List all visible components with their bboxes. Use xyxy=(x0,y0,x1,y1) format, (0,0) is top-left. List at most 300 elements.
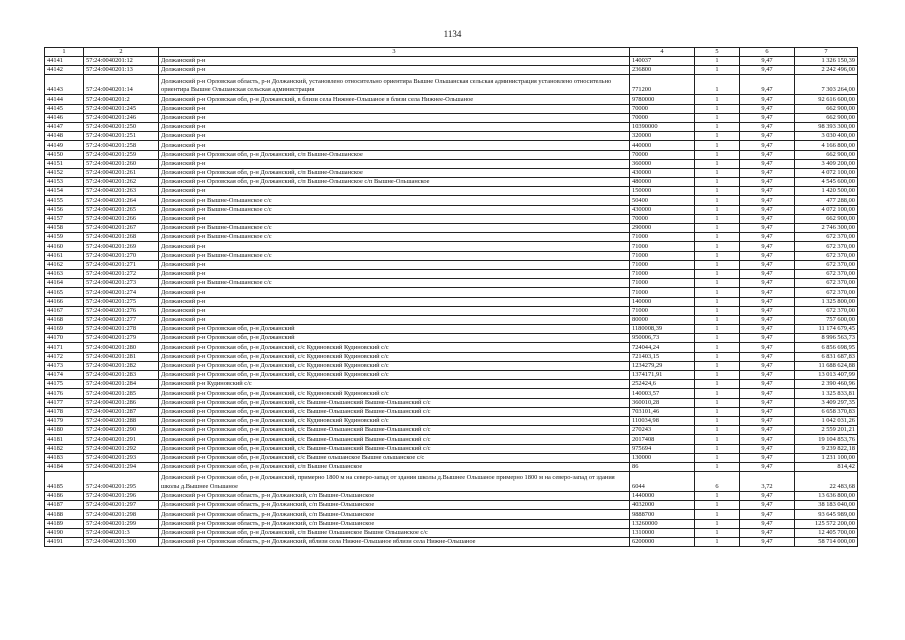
group: 1 xyxy=(695,242,740,251)
row-index: 44149 xyxy=(45,141,84,150)
row-index: 44191 xyxy=(45,538,84,547)
row-index: 44167 xyxy=(45,306,84,315)
row-index: 44170 xyxy=(45,334,84,343)
location: Должанский р-н Орловская обл, р-н Должанский, с/с Вышне-Ольшанский Вышне-Ольшанский с/с xyxy=(159,435,630,444)
area: 430000 xyxy=(630,168,695,177)
area: 252424,6 xyxy=(630,380,695,389)
group: 1 xyxy=(695,75,740,95)
rate: 9,47 xyxy=(740,389,795,398)
table-row xyxy=(45,453,858,462)
cadastral-number: 57:24:0040201:274 xyxy=(84,288,159,297)
area: 1180008,39 xyxy=(630,325,695,334)
row-index: 44154 xyxy=(45,187,84,196)
cadastral-number: 57:24:0040201:278 xyxy=(84,325,159,334)
rate: 9,47 xyxy=(740,492,795,501)
table-row xyxy=(45,398,858,407)
rate: 9,47 xyxy=(740,325,795,334)
area: 71000 xyxy=(630,260,695,269)
group: 1 xyxy=(695,380,740,389)
table-row xyxy=(45,325,858,334)
row-index: 44177 xyxy=(45,398,84,407)
area: 80000 xyxy=(630,315,695,324)
table-row xyxy=(45,269,858,278)
rate: 9,47 xyxy=(740,159,795,168)
row-index: 44184 xyxy=(45,462,84,471)
cadastral-value: 477 288,00 xyxy=(795,196,858,205)
cadastral-number: 57:24:0040201:280 xyxy=(84,343,159,352)
group: 1 xyxy=(695,389,740,398)
rate: 9,47 xyxy=(740,214,795,223)
table-row xyxy=(45,371,858,380)
group: 1 xyxy=(695,132,740,141)
group: 1 xyxy=(695,297,740,306)
table-row xyxy=(45,315,858,324)
cadastral-value: 672 370,00 xyxy=(795,251,858,260)
area: 71000 xyxy=(630,279,695,288)
table-row xyxy=(45,279,858,288)
location: Должанский р-н Орловская обл, р-н Должанский xyxy=(159,325,630,334)
cadastral-number: 57:24:0040201:287 xyxy=(84,407,159,416)
row-index: 44189 xyxy=(45,519,84,528)
location: Должанский р-н xyxy=(159,297,630,306)
row-index: 44144 xyxy=(45,95,84,104)
row-index: 44168 xyxy=(45,315,84,324)
cadastral-number: 57:24:0040201:14 xyxy=(84,75,159,95)
table-row xyxy=(45,196,858,205)
cadastral-value: 12 405 700,00 xyxy=(795,528,858,537)
rate: 9,47 xyxy=(740,196,795,205)
rate: 9,47 xyxy=(740,435,795,444)
location: Должанский р-н xyxy=(159,214,630,223)
rate: 9,47 xyxy=(740,361,795,370)
cadastral-value: 4 072 100,00 xyxy=(795,205,858,214)
area: 50400 xyxy=(630,196,695,205)
cadastral-number: 57:24:0040201:276 xyxy=(84,306,159,315)
location: Должанский р-н xyxy=(159,242,630,251)
cadastral-number: 57:24:0040201:299 xyxy=(84,519,159,528)
area: 130000 xyxy=(630,453,695,462)
table-row xyxy=(45,501,858,510)
area: 1374171,91 xyxy=(630,371,695,380)
group: 1 xyxy=(695,325,740,334)
cadastral-number: 57:24:0040201:245 xyxy=(84,104,159,113)
row-index: 44160 xyxy=(45,242,84,251)
rate: 9,47 xyxy=(740,380,795,389)
row-index: 44169 xyxy=(45,325,84,334)
rate: 9,47 xyxy=(740,233,795,242)
location: Должанский р-н Орловская обл, р-н Должанский, с/с Кудиновский Кудиновский с/с xyxy=(159,371,630,380)
area: 9888700 xyxy=(630,510,695,519)
cadastral-number: 57:24:0040201:285 xyxy=(84,389,159,398)
group: 1 xyxy=(695,519,740,528)
location: Должанский р-н Вышне-Ольшанское с/с xyxy=(159,196,630,205)
group: 1 xyxy=(695,315,740,324)
table-row xyxy=(45,416,858,425)
cadastral-value: 125 572 200,00 xyxy=(795,519,858,528)
cadastral-number: 57:24:0040201:284 xyxy=(84,380,159,389)
cadastral-number: 57:24:0040201:300 xyxy=(84,538,159,547)
group: 1 xyxy=(695,251,740,260)
cadastral-value: 3 409 200,00 xyxy=(795,159,858,168)
row-index: 44153 xyxy=(45,178,84,187)
rate: 9,47 xyxy=(740,205,795,214)
cadastral-number: 57:24:0040201:12 xyxy=(84,57,159,66)
group: 1 xyxy=(695,528,740,537)
rate: 9,47 xyxy=(740,279,795,288)
table-row xyxy=(45,380,858,389)
location: Должанский р-н xyxy=(159,260,630,269)
area: 70000 xyxy=(630,104,695,113)
rate: 3,72 xyxy=(740,472,795,492)
cadastral-number: 57:24:0040201:259 xyxy=(84,150,159,159)
area: 480000 xyxy=(630,178,695,187)
location: Должанский р-н Орловская область, р-н Должанский, вблизи села Нижне-Ольшаное вблизи села Нижне-Ольшаное xyxy=(159,538,630,547)
group: 1 xyxy=(695,224,740,233)
column-number: 2 xyxy=(84,48,159,57)
group: 1 xyxy=(695,233,740,242)
rate: 9,47 xyxy=(740,122,795,131)
rate: 9,47 xyxy=(740,141,795,150)
cadastral-value: 3 409 297,35 xyxy=(795,398,858,407)
rate: 9,47 xyxy=(740,426,795,435)
row-index: 44162 xyxy=(45,260,84,269)
table-row xyxy=(45,132,858,141)
area: 70000 xyxy=(630,150,695,159)
area: 950006,73 xyxy=(630,334,695,343)
location: Должанский р-н Орловская область, р-н Должанский, с/п Вышне-Ольшанское xyxy=(159,510,630,519)
group: 1 xyxy=(695,168,740,177)
group: 1 xyxy=(695,66,740,75)
row-index: 44181 xyxy=(45,435,84,444)
group: 6 xyxy=(695,472,740,492)
cadastral-value: 2 746 300,00 xyxy=(795,224,858,233)
location: Должанский р-н Орловская обл, р-н Должанский, с/с Кудиновский Кудиновский с/с xyxy=(159,361,630,370)
cadastral-value: 2 242 496,00 xyxy=(795,66,858,75)
cadastral-number: 57:24:0040201:275 xyxy=(84,297,159,306)
area: 71000 xyxy=(630,306,695,315)
area: 320000 xyxy=(630,132,695,141)
page-number: 1134 xyxy=(443,29,462,39)
area: 71000 xyxy=(630,251,695,260)
row-index: 44171 xyxy=(45,343,84,352)
rate: 9,47 xyxy=(740,444,795,453)
table-row xyxy=(45,407,858,416)
rate: 9,47 xyxy=(740,538,795,547)
row-index: 44187 xyxy=(45,501,84,510)
rate: 9,47 xyxy=(740,113,795,122)
row-index: 44159 xyxy=(45,233,84,242)
table-row xyxy=(45,444,858,453)
group: 1 xyxy=(695,159,740,168)
cadastral-value: 9 239 822,18 xyxy=(795,444,858,453)
cadastral-value: 672 370,00 xyxy=(795,306,858,315)
location: Должанский р-н Орловская обл, р-н Должанский, с/п Вышне Ольшанское Вышне Ольшанское с/с xyxy=(159,528,630,537)
cadastral-value: 672 370,00 xyxy=(795,242,858,251)
location: Должанский р-н Орловская обл, р-н Должанский, примерно 1800 м на северо-запад от здания школы д.Вышнее Ольшаное примерно 1800 м на северо-запад от здания школы д.Вышнее Ольшаное xyxy=(159,472,630,492)
row-index: 44190 xyxy=(45,528,84,537)
group: 1 xyxy=(695,95,740,104)
group: 1 xyxy=(695,187,740,196)
group: 1 xyxy=(695,205,740,214)
row-index: 44179 xyxy=(45,416,84,425)
cadastral-value: 814,42 xyxy=(795,462,858,471)
cadastral-value: 1 325 800,00 xyxy=(795,297,858,306)
table-row xyxy=(45,288,858,297)
row-index: 44151 xyxy=(45,159,84,168)
table-row xyxy=(45,224,858,233)
group: 1 xyxy=(695,214,740,223)
rate: 9,47 xyxy=(740,251,795,260)
cadastral-number: 57:24:0040201:282 xyxy=(84,361,159,370)
area: 2017408 xyxy=(630,435,695,444)
location: Должанский р-н Орловская область, р-н Должанский, с/п Вышне-Ольшанское xyxy=(159,501,630,510)
rate: 9,47 xyxy=(740,168,795,177)
cadastral-number: 57:24:0040201:251 xyxy=(84,132,159,141)
table-row xyxy=(45,492,858,501)
table-row xyxy=(45,251,858,260)
location: Должанский р-н Орловская обл, р-н Должанский, с/с Вышне-Ольшанский Вышне-Ольшанский с/с xyxy=(159,444,630,453)
location: Должанский р-н Вышне-Ольшанское с/с xyxy=(159,205,630,214)
cadastral-number: 57:24:0040201:286 xyxy=(84,398,159,407)
table-row xyxy=(45,159,858,168)
cadastral-value: 7 303 264,00 xyxy=(795,75,858,95)
table-row xyxy=(45,462,858,471)
table-row xyxy=(45,178,858,187)
table-row xyxy=(45,519,858,528)
group: 1 xyxy=(695,57,740,66)
column-number: 1 xyxy=(45,48,84,57)
group: 1 xyxy=(695,510,740,519)
cadastral-number: 57:24:0040201:295 xyxy=(84,472,159,492)
group: 1 xyxy=(695,178,740,187)
registry-table xyxy=(44,47,858,547)
location: Должанский р-н Орловская обл, р-н Должанский, с/с Кудиновский Кудиновский с/с xyxy=(159,343,630,352)
cadastral-value: 757 600,00 xyxy=(795,315,858,324)
cadastral-number: 57:24:0040201:266 xyxy=(84,214,159,223)
group: 1 xyxy=(695,122,740,131)
location: Должанский р-н xyxy=(159,288,630,297)
location: Должанский р-н Орловская обл, р-н Должанский, с/п Вышне-Ольшанское с/п Вышне-Ольшанское xyxy=(159,178,630,187)
group: 1 xyxy=(695,453,740,462)
group: 1 xyxy=(695,492,740,501)
cadastral-value: 672 370,00 xyxy=(795,260,858,269)
cadastral-number: 57:24:0040201:13 xyxy=(84,66,159,75)
cadastral-number: 57:24:0040201:293 xyxy=(84,453,159,462)
cadastral-value: 672 370,00 xyxy=(795,279,858,288)
table-row xyxy=(45,538,858,547)
area: 290000 xyxy=(630,224,695,233)
row-index: 44178 xyxy=(45,407,84,416)
cadastral-value: 6 658 370,83 xyxy=(795,407,858,416)
row-index: 44152 xyxy=(45,168,84,177)
table-row xyxy=(45,150,858,159)
cadastral-number: 57:24:0040201:273 xyxy=(84,279,159,288)
location: Должанский р-н xyxy=(159,66,630,75)
cadastral-value: 2 390 460,96 xyxy=(795,380,858,389)
cadastral-number: 57:24:0040201:291 xyxy=(84,435,159,444)
table-row xyxy=(45,113,858,122)
rate: 9,47 xyxy=(740,510,795,519)
cadastral-value: 672 370,00 xyxy=(795,288,858,297)
cadastral-value: 4 545 600,00 xyxy=(795,178,858,187)
table-row xyxy=(45,242,858,251)
location: Должанский р-н xyxy=(159,315,630,324)
area: 360010,28 xyxy=(630,398,695,407)
cadastral-value: 93 645 989,00 xyxy=(795,510,858,519)
area: 4032000 xyxy=(630,501,695,510)
group: 1 xyxy=(695,196,740,205)
table-row xyxy=(45,205,858,214)
location: Должанский р-н xyxy=(159,113,630,122)
cadastral-number: 57:24:0040201:269 xyxy=(84,242,159,251)
row-index: 44143 xyxy=(45,75,84,95)
cadastral-value: 2 559 201,21 xyxy=(795,426,858,435)
rate: 9,47 xyxy=(740,416,795,425)
cadastral-value: 662 900,00 xyxy=(795,214,858,223)
row-index: 44142 xyxy=(45,66,84,75)
table-row xyxy=(45,389,858,398)
rate: 9,47 xyxy=(740,57,795,66)
cadastral-number: 57:24:0040201:265 xyxy=(84,205,159,214)
rate: 9,47 xyxy=(740,75,795,95)
location: Должанский р-н Орловская обл, р-н Должанский, с/с Кудиновский Кудиновский с/с xyxy=(159,389,630,398)
row-index: 44172 xyxy=(45,352,84,361)
column-number: 7 xyxy=(795,48,858,57)
rate: 9,47 xyxy=(740,501,795,510)
cadastral-number: 57:24:0040201:250 xyxy=(84,122,159,131)
rate: 9,47 xyxy=(740,315,795,324)
area: 1440000 xyxy=(630,492,695,501)
column-number: 6 xyxy=(740,48,795,57)
row-index: 44155 xyxy=(45,196,84,205)
location: Должанский р-н Орловская обл, р-н Должанский, с/с Вышне-Ольшанский Вышне-Ольшанский с/с xyxy=(159,398,630,407)
registry-table-body xyxy=(45,48,858,547)
location: Должанский р-н Орловская обл, р-н Должанский, в близи села Нижнее-Ольшаное в близи села Нижнее-Ольшаное xyxy=(159,95,630,104)
cadastral-value: 13 013 407,99 xyxy=(795,371,858,380)
column-number-row xyxy=(45,48,858,57)
group: 1 xyxy=(695,306,740,315)
cadastral-value: 58 714 000,00 xyxy=(795,538,858,547)
area: 140037 xyxy=(630,57,695,66)
row-index: 44161 xyxy=(45,251,84,260)
cadastral-number: 57:24:0040201:272 xyxy=(84,269,159,278)
cadastral-value: 4 166 800,00 xyxy=(795,141,858,150)
row-index: 44173 xyxy=(45,361,84,370)
table-row xyxy=(45,334,858,343)
location: Должанский р-н Вышне-Ольшанское с/с xyxy=(159,279,630,288)
row-index: 44186 xyxy=(45,492,84,501)
cadastral-number: 57:24:0040201:258 xyxy=(84,141,159,150)
group: 1 xyxy=(695,260,740,269)
group: 1 xyxy=(695,407,740,416)
location: Должанский р-н Орловская обл, р-н Должанский, с/с Вышне ольшанское Вышне ольшанское с/с xyxy=(159,453,630,462)
rate: 9,47 xyxy=(740,132,795,141)
rate: 9,47 xyxy=(740,187,795,196)
rate: 9,47 xyxy=(740,519,795,528)
rate: 9,47 xyxy=(740,150,795,159)
location: Должанский р-н Орловская область, р-н Должанский, с/п Вышне-Ольшанское xyxy=(159,519,630,528)
cadastral-number: 57:24:0040201:270 xyxy=(84,251,159,260)
area: 110034,98 xyxy=(630,416,695,425)
area: 71000 xyxy=(630,242,695,251)
location: Должанский р-н Орловская обл, р-н Должанский, с/п Вышне-Ольшанское xyxy=(159,150,630,159)
group: 1 xyxy=(695,416,740,425)
cadastral-value: 1 325 833,81 xyxy=(795,389,858,398)
table-row xyxy=(45,104,858,113)
location: Должанский р-н xyxy=(159,122,630,131)
group: 1 xyxy=(695,113,740,122)
group: 1 xyxy=(695,334,740,343)
rate: 9,47 xyxy=(740,398,795,407)
area: 1310000 xyxy=(630,528,695,537)
cadastral-number: 57:24:0040201:264 xyxy=(84,196,159,205)
location: Должанский р-н xyxy=(159,104,630,113)
area: 430000 xyxy=(630,205,695,214)
location: Должанский р-н xyxy=(159,159,630,168)
table-row xyxy=(45,472,858,492)
cadastral-value: 1 326 150,39 xyxy=(795,57,858,66)
rate: 9,47 xyxy=(740,269,795,278)
table-row xyxy=(45,343,858,352)
location: Должанский р-н Орловская обл, р-н Должанский, с/с Кудиновский Кудиновский с/с xyxy=(159,352,630,361)
row-index: 44183 xyxy=(45,453,84,462)
cadastral-number: 57:24:0040201:277 xyxy=(84,315,159,324)
row-index: 44141 xyxy=(45,57,84,66)
cadastral-value: 98 393 300,00 xyxy=(795,122,858,131)
rate: 9,47 xyxy=(740,95,795,104)
table-row xyxy=(45,168,858,177)
rate: 9,47 xyxy=(740,297,795,306)
rate: 9,47 xyxy=(740,104,795,113)
location: Должанский р-н Орловская обл, р-н Должанский xyxy=(159,334,630,343)
cadastral-value: 4 072 100,00 xyxy=(795,168,858,177)
cadastral-value: 13 636 800,00 xyxy=(795,492,858,501)
group: 1 xyxy=(695,361,740,370)
row-index: 44165 xyxy=(45,288,84,297)
location: Должанский р-н Орловская обл, р-н Должанский, с/с Кудиновский Кудиновский с/с xyxy=(159,416,630,425)
cadastral-number: 57:24:0040201:267 xyxy=(84,224,159,233)
cadastral-number: 57:24:0040201:2 xyxy=(84,95,159,104)
cadastral-value: 672 370,00 xyxy=(795,233,858,242)
row-index: 44164 xyxy=(45,279,84,288)
area: 9780000 xyxy=(630,95,695,104)
cadastral-number: 57:24:0040201:281 xyxy=(84,352,159,361)
location: Должанский р-н Вышне-Ольшанское с/с xyxy=(159,233,630,242)
location: Должанский р-н xyxy=(159,132,630,141)
location: Должанский р-н Орловская обл, р-н Должанский, с/с Вышне-Ольшанский Вышне-Ольшанский с/с xyxy=(159,407,630,416)
cadastral-value: 11 174 679,45 xyxy=(795,325,858,334)
table-row xyxy=(45,352,858,361)
cadastral-value: 38 183 040,00 xyxy=(795,501,858,510)
cadastral-number: 57:24:0040201:261 xyxy=(84,168,159,177)
cadastral-number: 57:24:0040201:292 xyxy=(84,444,159,453)
row-index: 44158 xyxy=(45,224,84,233)
cadastral-number: 57:24:0040201:288 xyxy=(84,416,159,425)
row-index: 44174 xyxy=(45,371,84,380)
cadastral-value: 6 856 698,95 xyxy=(795,343,858,352)
row-index: 44180 xyxy=(45,426,84,435)
area: 6200000 xyxy=(630,538,695,547)
cadastral-number: 57:24:0040201:271 xyxy=(84,260,159,269)
group: 1 xyxy=(695,269,740,278)
rate: 9,47 xyxy=(740,334,795,343)
cadastral-value: 22 483,68 xyxy=(795,472,858,492)
cadastral-number: 57:24:0040201:263 xyxy=(84,187,159,196)
area: 771200 xyxy=(630,75,695,95)
table-row xyxy=(45,57,858,66)
cadastral-number: 57:24:0040201:297 xyxy=(84,501,159,510)
cadastral-value: 672 370,00 xyxy=(795,269,858,278)
